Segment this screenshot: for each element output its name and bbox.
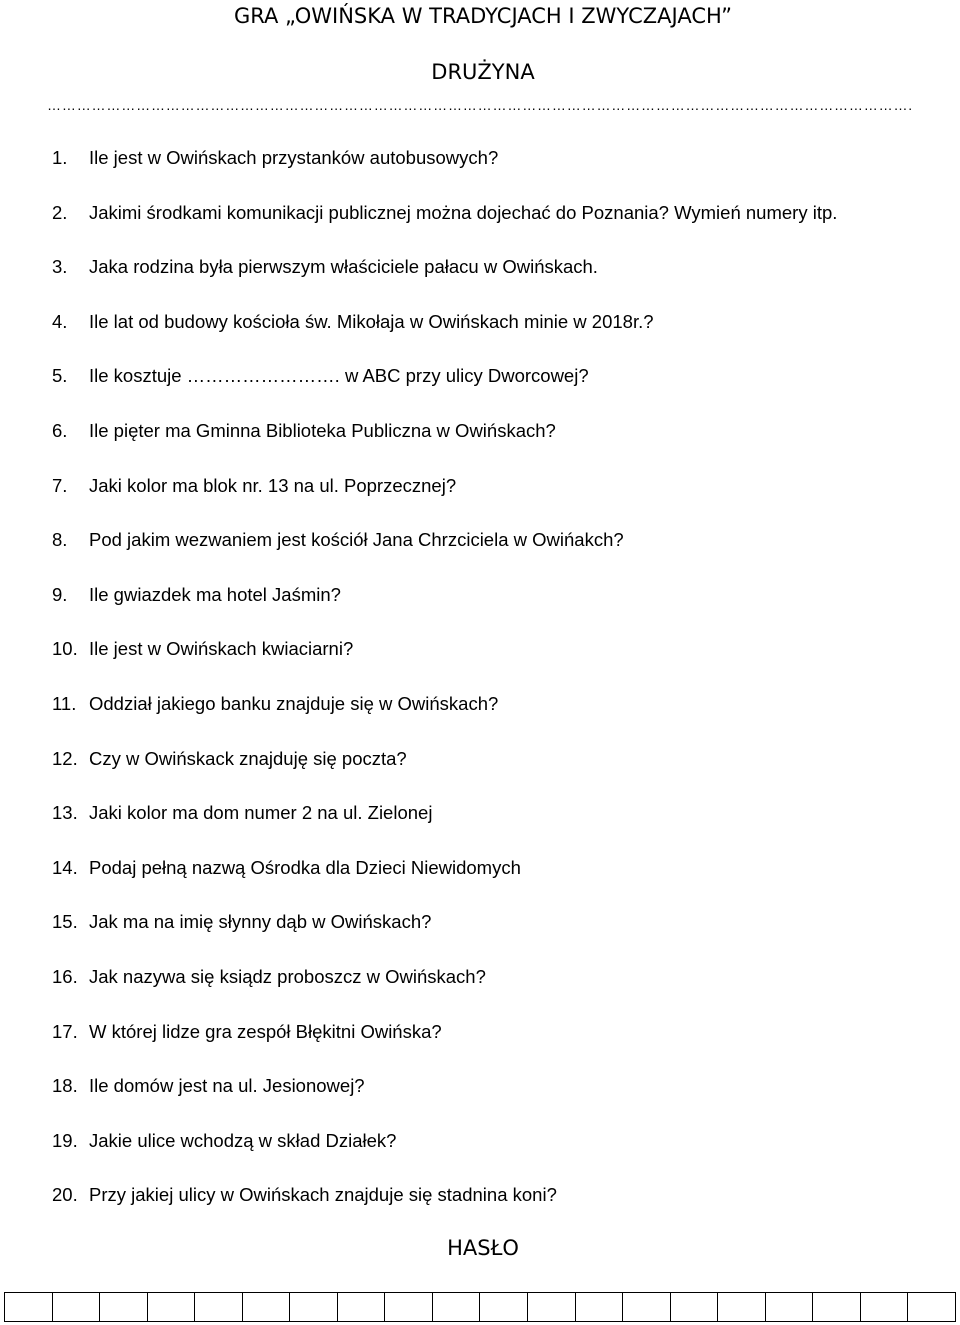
password-cell[interactable] <box>576 1293 624 1321</box>
question-number: 18. <box>52 1075 78 1097</box>
question-item <box>0 691 960 746</box>
question-text: Jak nazywa się ksiądz proboszcz w Owińskach? <box>89 965 486 987</box>
question-number: 17. <box>52 1020 78 1042</box>
question-text: Podaj pełną nazwą Ośrodka dla Dzieci Niewidomych <box>89 856 521 878</box>
question-item <box>0 527 960 582</box>
question-number: 9. <box>52 583 68 605</box>
question-number: 4. <box>52 310 68 332</box>
question-text: Jaki kolor ma blok nr. 13 na ul. Poprzecznej? <box>89 474 457 496</box>
question-item <box>0 309 960 364</box>
question-number: 12. <box>52 747 78 769</box>
password-cell[interactable] <box>5 1293 53 1321</box>
question-text: Ile jest w Owińskach przystanków autobusowych? <box>89 147 499 168</box>
question-number: 10. <box>52 638 78 660</box>
password-cell[interactable] <box>100 1293 148 1321</box>
page-title: GRA „OWIŃSKA W TRADYCJACH I ZWYCZAJACH” <box>233 4 733 28</box>
question-item <box>0 145 960 200</box>
password-cell[interactable] <box>243 1293 291 1321</box>
question-text: Ile gwiazdek ma hotel Jaśmin? <box>89 583 341 605</box>
question-item <box>0 582 960 637</box>
question-number: 11. <box>52 692 77 714</box>
password-cell[interactable] <box>861 1293 909 1321</box>
question-number: 2. <box>52 201 68 223</box>
question-text: Jakie ulice wchodzą w skład Działek? <box>89 1129 397 1151</box>
question-text: Ile kosztuje ……………………. w ABC przy ulicy Dworcowej? <box>89 365 589 387</box>
question-number: 8. <box>52 529 68 551</box>
question-number: 6. <box>52 419 68 441</box>
team-label: DRUŻYNA <box>431 60 535 84</box>
question-number: 7. <box>52 474 68 496</box>
question-number: 16. <box>52 965 78 987</box>
question-item <box>0 363 960 418</box>
password-cell[interactable] <box>813 1293 861 1321</box>
question-text: Jaka rodzina była pierwszym właściciele pałacu w Owińskach. <box>89 256 598 278</box>
question-text: Ile domów jest na ul. Jesionowej? <box>89 1075 365 1097</box>
question-list <box>0 145 960 1237</box>
password-cell[interactable] <box>195 1293 243 1321</box>
question-item <box>0 800 960 855</box>
question-number: 19. <box>52 1129 78 1151</box>
question-item <box>0 636 960 691</box>
question-item <box>0 855 960 910</box>
password-grid <box>4 1292 956 1322</box>
password-label: HASŁO <box>447 1236 519 1260</box>
question-item <box>0 909 960 964</box>
question-text: Przy jakiej ulicy w Owińskach znajduje się stadnina koni? <box>89 1184 557 1206</box>
question-number: 20. <box>52 1184 78 1206</box>
password-cell[interactable] <box>908 1293 955 1321</box>
question-item <box>0 200 960 255</box>
question-number: 3. <box>52 256 68 278</box>
question-number: 15. <box>52 911 78 933</box>
password-cell[interactable] <box>718 1293 766 1321</box>
password-cell[interactable] <box>385 1293 433 1321</box>
password-cell[interactable] <box>480 1293 528 1321</box>
password-cell[interactable] <box>433 1293 481 1321</box>
question-number: 1. <box>52 147 68 168</box>
question-item <box>0 418 960 473</box>
question-text: Jakimi środkami komunikacji publicznej można dojechać do Poznania? Wymień numery itp. <box>89 201 838 223</box>
question-text: Pod jakim wezwaniem jest kościół Jana Chrzciciela w Owińakch? <box>89 529 624 551</box>
password-cell[interactable] <box>53 1293 101 1321</box>
question-item <box>0 1019 960 1074</box>
question-item <box>0 964 960 1019</box>
question-number: 5. <box>52 365 68 387</box>
question-text: Jaki kolor ma dom numer 2 na ul. Zielonej <box>89 802 433 824</box>
question-text: Ile lat od budowy kościoła św. Mikołaja w Owińskach minie w 2018r.? <box>89 310 654 332</box>
question-item <box>0 1128 960 1183</box>
password-cell[interactable] <box>338 1293 386 1321</box>
question-item <box>0 1073 960 1128</box>
question-text: Jak ma na imię słynny dąb w Owińskach? <box>89 911 432 933</box>
question-text: Oddział jakiego banku znajduje się w Owińskach? <box>89 692 499 714</box>
question-item <box>0 254 960 309</box>
password-cell[interactable] <box>528 1293 576 1321</box>
question-text: W której lidze gra zespół Błękitni Owińska? <box>89 1020 442 1042</box>
question-item <box>0 746 960 801</box>
question-item <box>0 1182 960 1237</box>
question-text: Ile pięter ma Gminna Biblioteka Publiczna w Owińskach? <box>89 419 556 441</box>
password-cell[interactable] <box>290 1293 338 1321</box>
question-number: 14. <box>52 856 78 878</box>
password-cell[interactable] <box>671 1293 719 1321</box>
password-cell[interactable] <box>766 1293 814 1321</box>
team-name-line[interactable]: …………………………………………………………………………………………………………………………………………………………. <box>47 97 914 113</box>
question-item <box>0 473 960 528</box>
question-text: Ile jest w Owińskach kwiaciarni? <box>89 638 354 660</box>
password-cell[interactable] <box>623 1293 671 1321</box>
question-text: Czy w Owińskack znajduję się poczta? <box>89 747 407 769</box>
question-number: 13. <box>52 802 78 824</box>
password-cell[interactable] <box>148 1293 196 1321</box>
